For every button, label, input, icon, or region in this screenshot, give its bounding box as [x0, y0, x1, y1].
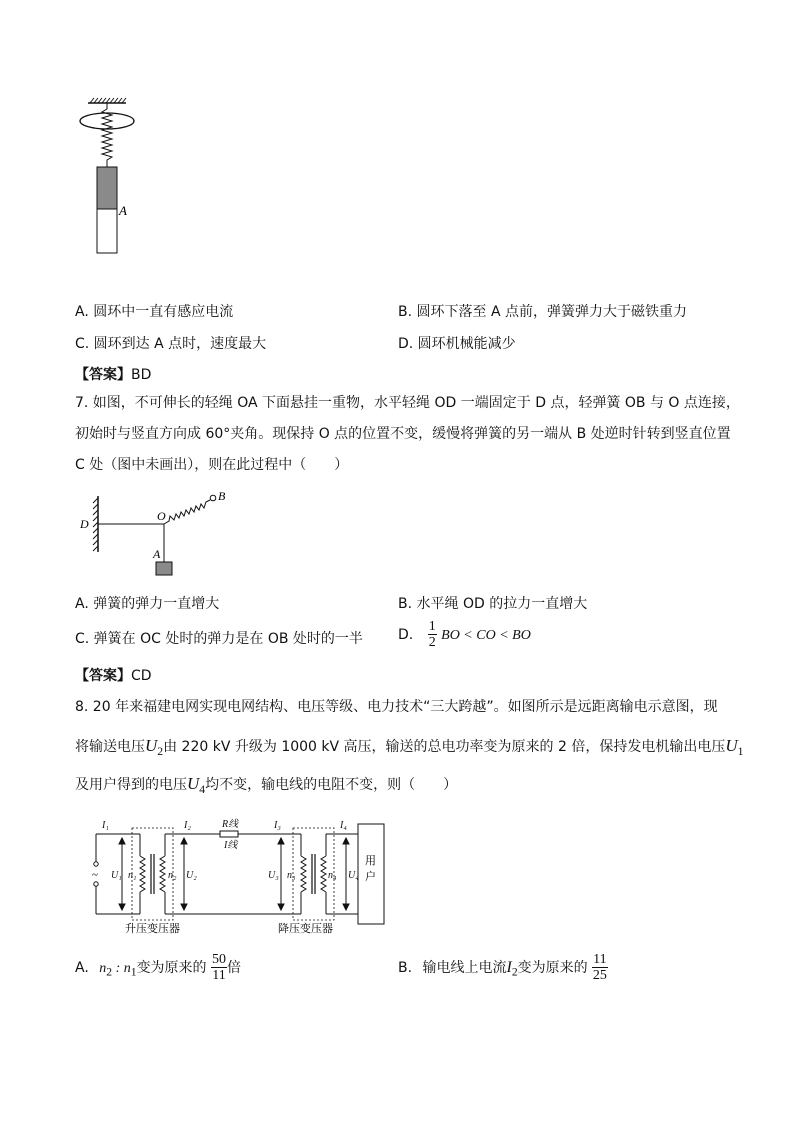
label-i1: I₁ — [102, 820, 109, 831]
q8-stem-line3: 及用户得到的电压$U_4$均不变，输电线的电阻不变，则（ ） — [75, 774, 458, 796]
answer-tag: 【答案】 — [75, 367, 131, 383]
option-prefix: D. — [398, 626, 414, 643]
q7-stem-line3: C 处（图中未画出），则在此过程中（ ） — [75, 457, 349, 473]
q8-stem-line2: 将输送电压$U_2$由 220 kV 升级为 1000 kV 高压，输送的总电功率变为原来的 2 倍，保持发电机输出电压$U_1$ — [75, 736, 744, 758]
point-o-label: O — [157, 509, 166, 523]
user-label-1: 用 — [365, 855, 376, 867]
ac-source-label: ~ — [92, 869, 98, 881]
transmission-circuit-diagram — [88, 814, 388, 936]
q8-stem-line1: 8. 20 年来福建电网实现电网结构、电压等级、电力技术“三大跨越”。如图所示是远距离输电示意图，现 — [75, 699, 718, 715]
answer-value: CD — [131, 668, 152, 684]
q8-option-b: B. 输电线上电流$I_2$变为原来的 $\frac{11}{25}$ — [398, 952, 607, 984]
fraction-half — [428, 619, 437, 651]
label-u1: U₁ — [111, 870, 122, 881]
ring-magnet-figure — [70, 95, 160, 260]
fraction-numerator: 1 — [428, 619, 436, 634]
q7-option-d — [398, 619, 531, 651]
label-n4: n₄ — [328, 870, 337, 881]
label-i3: I₃ — [274, 820, 281, 831]
q7-answer — [75, 665, 152, 685]
inequality: BO < CO < BO — [441, 627, 531, 643]
point-a-label: A — [153, 547, 161, 561]
label-r-line: R线 — [222, 819, 239, 830]
fraction-11-25: $\frac{11}{25}$ — [592, 952, 607, 984]
fraction-50-11: $\frac{50}{11}$ — [212, 952, 227, 984]
label-i4: I₄ — [340, 820, 347, 831]
label-n1: n₁ — [128, 870, 137, 881]
label-u2: U₂ — [186, 870, 197, 881]
q7-stem-line2: 初始时与竖直方向成 60°夹角。现保持 O 点的位置不变，缓慢将弹簧的另一端从 B 处逆时针转到竖直位置 — [75, 426, 731, 442]
step-up-label: 升压变压器 — [125, 923, 180, 935]
point-d-label: D — [80, 517, 89, 531]
answer-tag: 【答案】 — [75, 668, 131, 684]
label-i2: I₂ — [184, 820, 191, 831]
q7-option-c: C. 弹簧在 OC 处时的弹力是在 OB 处时的一半 — [75, 631, 363, 647]
q7-stem-line1: 7. 如图，不可伸长的轻绳 OA 下面悬挂一重物，水平轻绳 OD 一端固定于 D 点，轻弹簧 OB 与 O 点连接， — [75, 395, 740, 411]
q8-option-a: A. $n_2$ : $n_1$变为原来的 $\frac{50}{11}$ 倍 — [75, 952, 242, 984]
label-u3: U₃ — [268, 870, 279, 881]
step-down-label: 降压变压器 — [278, 923, 333, 935]
label-i-line: I线 — [224, 840, 238, 851]
q6-option-b: B. 圆环下落至 A 点前，弹簧弹力大于磁铁重力 — [398, 304, 687, 320]
q6-option-d: D. 圆环机械能减少 — [398, 336, 516, 352]
q6-option-c: C. 圆环到达 A 点时，速度最大 — [75, 336, 267, 352]
q7-option-a: A. 弹簧的弹力一直增大 — [75, 596, 220, 612]
point-a-label: A — [119, 203, 127, 218]
rope-spring-figure — [72, 488, 242, 580]
q6-option-a: A. 圆环中一直有感应电流 — [75, 304, 234, 320]
answer-value: BD — [131, 367, 152, 383]
q7-option-b: B. 水平绳 OD 的拉力一直增大 — [398, 596, 588, 612]
q6-answer — [75, 364, 151, 384]
user-label-2: 户 — [365, 871, 376, 883]
label-n2: n₂ — [168, 870, 177, 881]
point-b-label: B — [218, 489, 226, 503]
label-u4: U₄ — [348, 870, 359, 881]
fraction-denominator: 2 — [428, 635, 436, 651]
label-n3: n₃ — [287, 870, 296, 881]
